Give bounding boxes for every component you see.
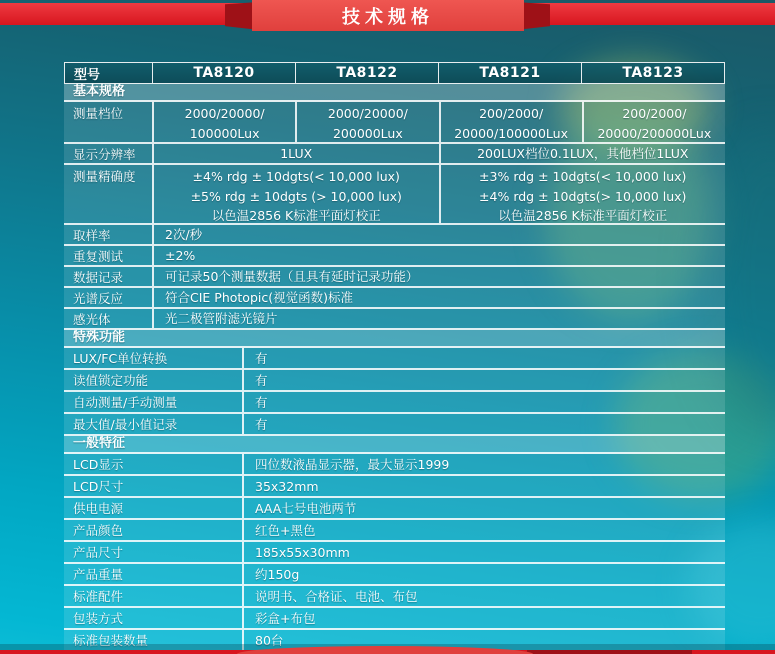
row-label: 数据记录 <box>73 269 124 285</box>
row-value: 约150g <box>242 564 725 584</box>
spec-row <box>64 414 725 436</box>
model-row-label: 型号 <box>74 67 101 83</box>
row-value: 2000/20000/ 200000Lux <box>295 102 438 142</box>
spec-row <box>64 348 725 370</box>
row-label: 显示分辨率 <box>73 146 136 162</box>
bottom-ribbon-fold <box>527 650 692 654</box>
spec-row <box>64 498 725 520</box>
row-label: LCD显示 <box>73 457 124 472</box>
row-label: 产品尺寸 <box>73 545 124 560</box>
section-header: 一般特征 <box>64 436 725 454</box>
row-value: 光二极管附滤光镜片 <box>152 309 725 328</box>
model-header-row <box>64 62 725 84</box>
row-value: 1LUX <box>152 144 439 163</box>
section-header: 特殊功能 <box>64 330 725 348</box>
row-value: ±2% <box>152 246 725 265</box>
model-header-cell: TA8121 <box>438 63 581 83</box>
row-label: 测量档位 <box>73 106 124 121</box>
model-header-cell: TA8123 <box>581 63 724 83</box>
spec-row <box>64 392 725 414</box>
row-value: 四位数液晶显示器，最大显示1999 <box>242 454 725 474</box>
spec-table-body <box>64 84 725 652</box>
row-value: 35x32mm <box>242 476 725 496</box>
section-header: 基本规格 <box>64 84 725 102</box>
spec-row <box>64 309 725 330</box>
spec-row <box>64 370 725 392</box>
model-header-cell: TA8122 <box>295 63 438 83</box>
page-title: 技术规格 <box>342 6 434 28</box>
row-value: 符合CIE Photopic(视觉函数)标准 <box>152 288 725 307</box>
row-value: ±3% rdg ± 10dgts(< 10,000 lux) ±4% rdg ± 10dgts(> 10,000 lux) 以色温2856 K标准平面灯校正 <box>439 165 726 223</box>
spec-table <box>64 62 725 652</box>
row-label: 重复测试 <box>73 248 124 264</box>
spec-row <box>64 288 725 309</box>
spec-row <box>64 564 725 586</box>
spec-row <box>64 608 725 630</box>
row-value: 有 <box>242 414 725 434</box>
spec-row <box>64 454 725 476</box>
row-label: LUX/FC单位转换 <box>73 351 168 366</box>
row-value: 有 <box>242 392 725 412</box>
row-label: 标准配件 <box>73 589 124 604</box>
spec-row <box>64 586 725 608</box>
spec-row <box>64 267 725 288</box>
model-header-cell: TA8120 <box>152 63 295 83</box>
row-value: AAA七号电池两节 <box>242 498 725 518</box>
row-label: 供电电源 <box>73 501 124 516</box>
row-label: 包装方式 <box>73 611 124 626</box>
row-value: 200LUX档位0.1LUX，其他档位1LUX <box>439 144 726 163</box>
spec-row <box>64 102 725 144</box>
row-value: 2000/20000/ 100000Lux <box>152 102 295 142</box>
row-label: 取样率 <box>73 227 111 243</box>
row-value: 说明书、合格证、电池、布包 <box>242 586 725 606</box>
spec-row <box>64 165 725 225</box>
row-value: 可记录50个测量数据（且具有延时记录功能） <box>152 267 725 286</box>
row-label: 标准包装数量 <box>73 633 149 648</box>
row-label: LCD尺寸 <box>73 479 124 494</box>
spec-row <box>64 144 725 165</box>
row-value: 彩盒+布包 <box>242 608 725 628</box>
row-value: 200/2000/ 20000/100000Lux <box>439 102 582 142</box>
row-value: 80台 <box>242 630 725 650</box>
row-value: 200/2000/ 20000/200000Lux <box>582 102 725 142</box>
row-label: 读值锁定功能 <box>73 373 149 388</box>
spec-row <box>64 476 725 498</box>
row-label: 自动测量/手动测量 <box>73 395 178 410</box>
spec-row <box>64 520 725 542</box>
row-value: 185x55x30mm <box>242 542 725 562</box>
row-label: 测量精确度 <box>73 169 136 184</box>
row-label: 最大值/最小值记录 <box>73 417 178 432</box>
row-label: 产品重量 <box>73 567 124 582</box>
row-value: 红色+黑色 <box>242 520 725 540</box>
row-label: 产品颜色 <box>73 523 124 538</box>
row-value: 2次/秒 <box>152 225 725 244</box>
row-value: ±4% rdg ± 10dgts(< 10,000 lux) ±5% rdg ± 10dgts (> 10,000 lux) 以色温2856 K标准平面灯校正 <box>152 165 439 223</box>
spec-row <box>64 225 725 246</box>
ribbon-banner <box>252 0 524 31</box>
row-label: 光谱反应 <box>73 290 124 306</box>
row-value: 有 <box>242 348 725 368</box>
row-label: 感光体 <box>73 311 111 327</box>
spec-row <box>64 542 725 564</box>
spec-row <box>64 246 725 267</box>
row-value: 有 <box>242 370 725 390</box>
